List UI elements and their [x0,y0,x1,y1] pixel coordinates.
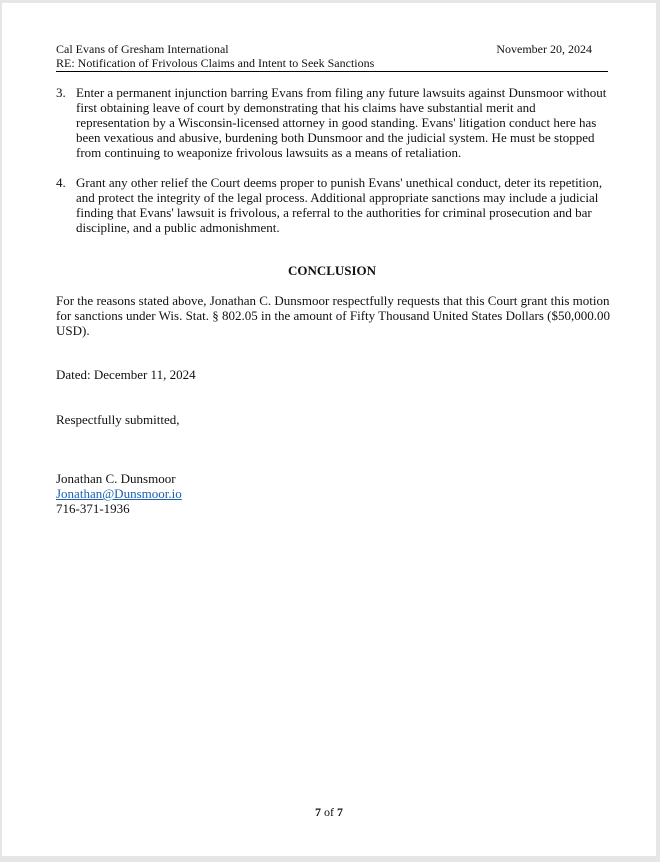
header-sender: Cal Evans of Gresham International [56,42,229,56]
letter-header [56,42,608,72]
numbered-item [56,85,608,160]
numbered-item [56,175,608,235]
signer-phone: 716-371-1936 [56,501,130,516]
signature-block [56,471,612,516]
signer-name: Jonathan C. Dunsmoor [56,471,176,486]
total-pages: 7 [337,805,343,819]
item-number: 3. [56,85,66,100]
item-number: 4. [56,175,66,190]
item-text: Grant any other relief the Court deems proper to punish Evans' unethical conduct, deter its repetition, and protect the integrity of the legal process. Additional appropriate sanctions may include a judicial finding that Evans' lawsuit is frivolous, a referral to the authorities for criminal prosecution and bar discipline, and a public admonishment. [76,175,603,235]
document-page [2,3,656,856]
signer-email-link[interactable]: Jonathan@Dunsmoor.io [56,486,182,501]
header-subject: RE: Notification of Frivolous Claims and Intent to Seek Sanctions [56,56,375,70]
closing-line: Respectfully submitted, [56,412,180,427]
item-text: Enter a permanent injunction barring Evans from filing any future lawsuits against Dunsmoor without first obtaining leave of court by demonstrating that his claims have substantial merit and representation by a Wisconsin-licensed attorney in good standing. Evans' litigation conduct here has been vexatious and abusive, burdening both Dunsmoor and the judicial system. He must be stopped from continuing to weaponize frivolous lawsuits as a means of retaliation. [76,85,607,160]
conclusion-paragraph: For the reasons stated above, Jonathan C. Dunsmoor respectfully requests that this Court grant this motion for sanctions under Wis. Stat. § 802.05 in the amount of Fifty Thousand United States Dollars ($50,000.00 USD). [56,293,610,338]
page-number [2,805,656,820]
page-separator: of [324,805,334,819]
dated-line: Dated: December 11, 2024 [56,367,196,382]
header-date: November 20, 2024 [496,42,592,56]
current-page: 7 [315,805,321,819]
conclusion-heading: CONCLUSION [287,263,377,278]
